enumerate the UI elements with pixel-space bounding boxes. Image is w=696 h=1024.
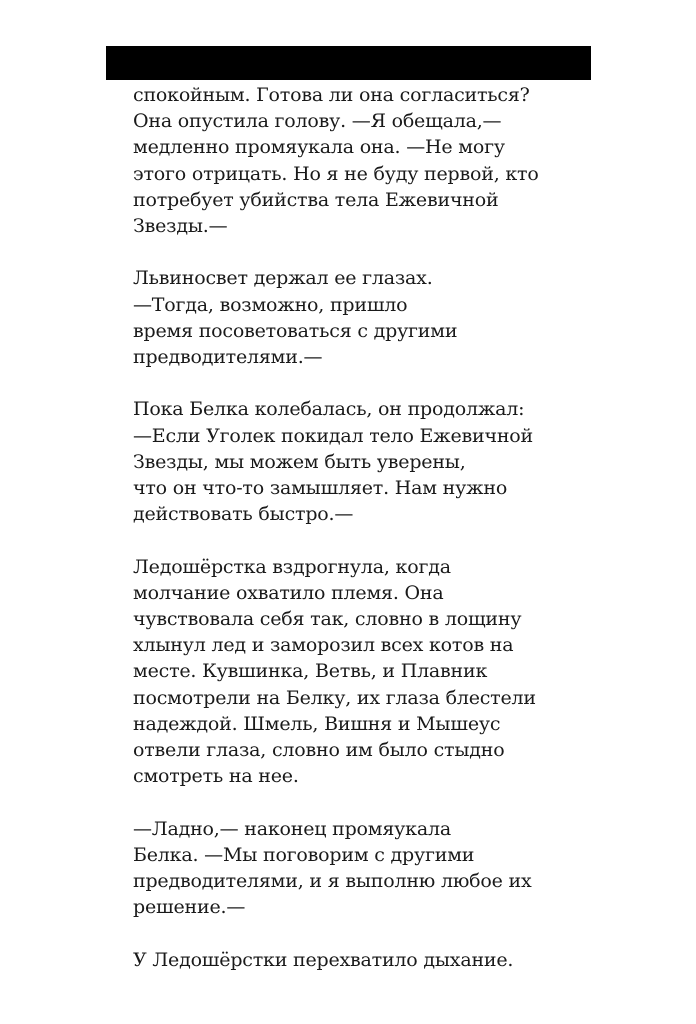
text-line: Ледошёрстка вздрогнула, когда — [133, 555, 451, 578]
text-line: —Если Уголек покидал тело Ежевичной — [133, 424, 533, 447]
page-text — [133, 82, 603, 999]
text-line: действовать быстро.— — [133, 503, 354, 526]
paragraph-1 — [133, 82, 603, 239]
text-line: Звезды, мы можем быть уверены, — [133, 450, 466, 473]
text-line: чувствовала себя так, словно в лощину — [133, 608, 522, 631]
text-line: надеждой. Шмель, Вишня и Мышеус — [133, 712, 501, 735]
text-line: отвели глаза, словно им было стыдно — [133, 739, 505, 762]
paragraph-6 — [133, 947, 603, 973]
paragraph-2 — [133, 265, 603, 370]
text-line: медленно промяукала она. —Не могу — [133, 136, 505, 159]
text-line: Пока Белка колебалась, он продолжал: — [133, 398, 525, 421]
text-line: Она опустила голову. —Я обещала,— — [133, 110, 502, 133]
text-line: посмотрели на Белку, их глаза блестели — [133, 686, 536, 709]
text-line: Звезды.— — [133, 215, 228, 238]
text-line: —Ладно,— наконец промяукала — [133, 817, 451, 840]
text-line: предводителями, и я выполню любое их — [133, 870, 532, 893]
text-line: решение.— — [133, 896, 246, 919]
text-line: что он что-то замышляет. Нам нужно — [133, 477, 508, 500]
paragraph-4 — [133, 554, 603, 790]
paragraph-3 — [133, 396, 603, 527]
text-line: потребует убийства тела Ежевичной — [133, 188, 499, 211]
text-line: —Тогда, возможно, пришло — [133, 293, 408, 316]
redaction-bar — [106, 46, 591, 80]
paragraph-5 — [133, 816, 603, 921]
text-line: время посоветоваться с другими — [133, 319, 458, 342]
text-line: Львиносвет держал ее глазах. — [133, 267, 433, 290]
text-line: предводителями.— — [133, 346, 323, 369]
text-line: месте. Кувшинка, Ветвь, и Плавник — [133, 660, 488, 683]
text-line: Белка. —Мы поговорим с другими — [133, 843, 475, 866]
text-line: спокойным. Готова ли она согласиться? — [133, 84, 530, 106]
text-line: смотреть на нее. — [133, 765, 299, 788]
text-line: хлынул лед и заморозил всех котов на — [133, 634, 514, 657]
text-line: молчание охватило племя. Она — [133, 581, 444, 604]
text-line: этого отрицать. Но я не буду первой, кто — [133, 162, 539, 185]
text-line: У Ледошёрстки перехватило дыхание. — [133, 948, 514, 971]
